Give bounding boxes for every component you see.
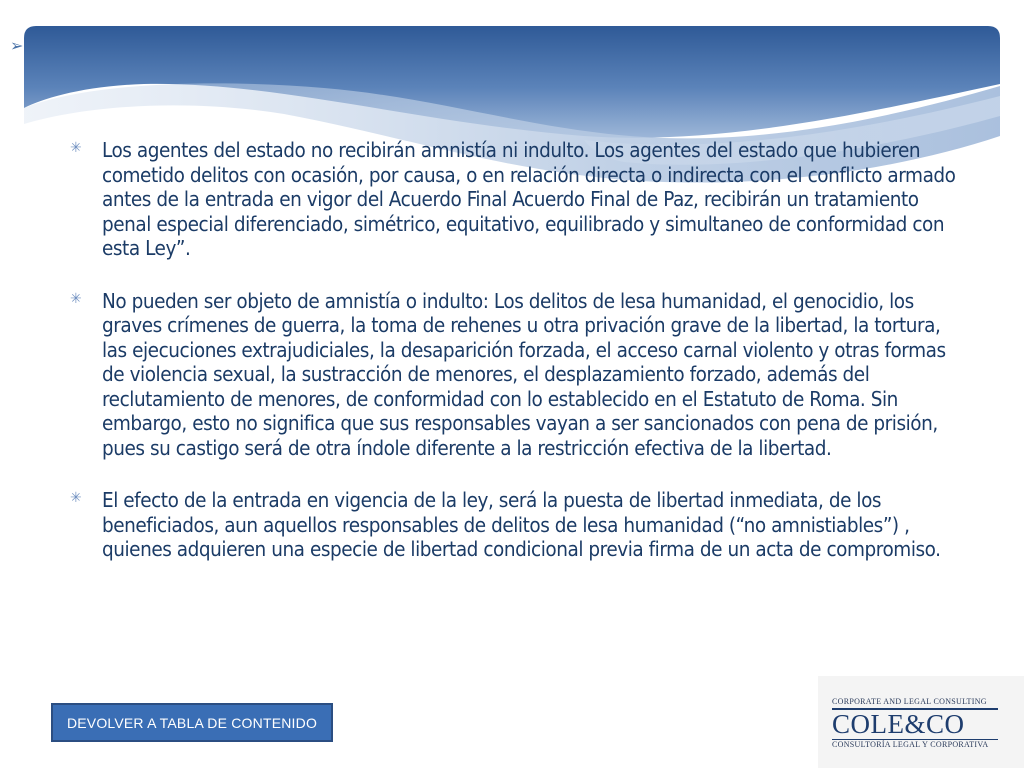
company-logo: [818, 676, 1024, 768]
return-to-toc-button[interactable]: DEVOLVER A TABLA DE CONTENIDO: [51, 703, 333, 742]
logo-tagline-top: CORPORATE AND LEGAL CONSULTING: [832, 697, 987, 706]
bullet-list: [70, 138, 960, 590]
bullet-item: [70, 488, 960, 562]
bullet-item: [70, 138, 960, 261]
bullet-text: No pueden ser objeto de amnistía o indulto: Los delitos de lesa humanidad, el genocidio, los graves crímenes de guerra, la toma de rehenes u otra privación grave de la libertad, la tortura, las ejecuciones extrajudiciales, la desaparición forzada, el acceso carnal violento y otras formas de violencia sexual, la sustracción de menores, el desplazamiento forzado, además del reclutamiento de menores, de conformidad con lo establecido en el Estatuto de Roma. Sin embargo, esto no significa que sus responsables vayan a ser sancionados con pena de prisión, pues su castigo será de otra índole diferente a la restricción efectiva de la libertad.: [102, 288, 946, 460]
triangle-arrow-icon: ➢: [10, 36, 24, 55]
asterisk-bullet-icon: ✳: [70, 290, 82, 307]
logo-wordmark: COLE&CO: [832, 709, 965, 739]
bullet-text: El efecto de la entrada en vigencia de la ley, será la puesta de libertad inmediata, de los beneficiados, aun aquellos responsables de delitos de lesa humanidad (“no amnistiables”) , quienes adquieren una especie de libertad condicional previa firma de un acta de compromiso.: [102, 488, 941, 561]
asterisk-bullet-icon: ✳: [70, 490, 82, 506]
asterisk-bullet-icon: ✳: [70, 140, 82, 156]
bullet-item: [70, 289, 960, 461]
bullet-text: Los agentes del estado no recibirán amnistía ni indulto. Los agentes del estado que hubieren cometido delitos con ocasión, por causa, o en relación directa o indirecta con el conflicto armado antes de la entrada en vigor del Acuerdo Final Acuerdo Final de Paz, recibirán un tratamiento penal especial diferenciado, simétrico, equitativo, equilibrado y simultaneo de conformidad con esta Ley”.: [102, 138, 956, 260]
logo-tagline-bottom: CONSULTORÍA LEGAL Y CORPORATIVA: [832, 740, 989, 749]
